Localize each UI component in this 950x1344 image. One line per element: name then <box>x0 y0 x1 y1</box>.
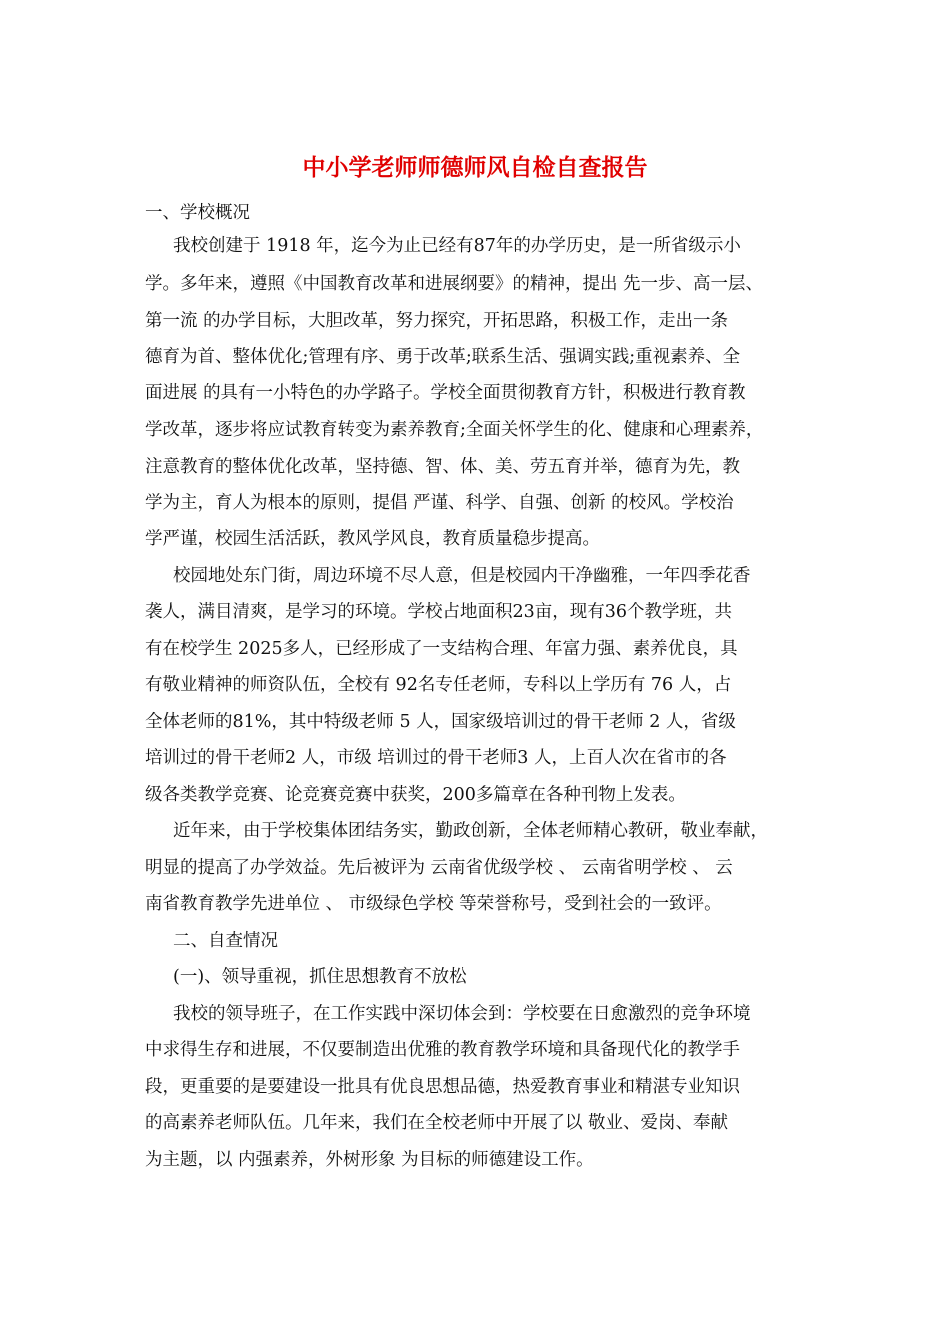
paragraph-line: 第一流 的办学目标，大胆改革，努力探究，开拓思路，积极工作，走出一条 <box>145 311 729 331</box>
paragraph-line: 为主题，以 内强素养，外树形象 为目标的师德建设工作。 <box>145 1150 594 1170</box>
paragraph-line: 德育为首、整体优化;管理有序、勇于改革;联系生活、强调实践;重视素养、全 <box>145 347 741 367</box>
paragraph-line: 我校的领导班子，在工作实践中深切体会到：学校要在日愈激烈的竞争环境 <box>173 1004 751 1024</box>
paragraph-line: 中求得生存和进展，不仅要制造出优雅的教育教学环境和具备现代化的教学手 <box>145 1040 740 1060</box>
paragraph-line: 有在校学生 2025多人，已经形成了一支结构合理、年富力强、素养优良，具 <box>145 639 738 659</box>
paragraph-line: 培训过的骨干老师2 人，市级 培训过的骨干老师3 人，上百人次在省市的各 <box>145 748 727 768</box>
paragraph-line: 学。多年来，遵照《中国教育改革和进展纲要》的精神，提出 先一步、高一层、 <box>145 274 764 294</box>
paragraph-line: 明显的提高了办学效益。先后被评为 云南省优级学校 、 云南省明学校 、 云 <box>145 858 733 878</box>
paragraph-line: 的高素养老师队伍。几年来，我们在全校老师中开展了以 敬业、爱岗、奉献 <box>145 1113 729 1133</box>
paragraph-line: 全体老师的81%，其中特级老师 5 人，国家级培训过的骨干老师 2 人，省级 <box>145 712 736 732</box>
paragraph-line: 校园地处东门街，周边环境不尽人意，但是校园内干净幽雅，一年四季花香 <box>173 566 751 586</box>
paragraph-line: 学为主，育人为根本的原则，提倡 严谨、科学、自强、创新 的校风。学校治 <box>145 493 734 513</box>
paragraph-line: 面进展 的具有一小特色的办学路子。学校全面贯彻教育方针，积极进行教育教 <box>145 383 746 403</box>
paragraph-line: 袭人，满目清爽，是学习的环境。学校占地面积23亩，现有36个教学班，共 <box>145 602 733 622</box>
paragraph-line: (一)、领导重视，抓住思想教育不放松 <box>173 967 467 987</box>
paragraph-line: 级各类教学竞赛、论竞赛竞赛中获奖，200多篇章在各种刊物上发表。 <box>145 785 686 805</box>
paragraph-line: 二、自查情况 <box>173 931 278 951</box>
document-title: 中小学老师师德师风自检自查报告 <box>302 154 648 181</box>
paragraph-line: 近年来，由于学校集体团结务实，勤政创新，全体老师精心教研，敬业奉献， <box>173 821 768 841</box>
paragraph-line: 段，更重要的是要建设一批具有优良思想品德，热爱教育事业和精湛专业知识 <box>145 1077 740 1097</box>
paragraph-line: 注意教育的整体优化改革，坚持德、智、体、美、劳五育并举，德育为先，教 <box>145 457 740 477</box>
paragraph-line: 学严谨，校园生活活跃，教风学风良，教育质量稳步提高。 <box>145 529 600 549</box>
paragraph-line: 我校创建于 1918 年，迄今为止已经有87年的办学历史，是一所省级示小 <box>173 236 741 256</box>
paragraph-line: 学改革，逐步将应试教育转变为素养教育;全面关怀学生的化、健康和心理素养， <box>145 420 764 440</box>
paragraph-line: 南省教育教学先进单位 、 市级绿色学校 等荣誉称号，受到社会的一致评。 <box>145 894 722 914</box>
paragraph-line: 有敬业精神的师资队伍，全校有 92名专任老师，专科以上学历有 76 人，占 <box>145 675 732 695</box>
paragraph-line: 一、学校概况 <box>145 203 250 223</box>
